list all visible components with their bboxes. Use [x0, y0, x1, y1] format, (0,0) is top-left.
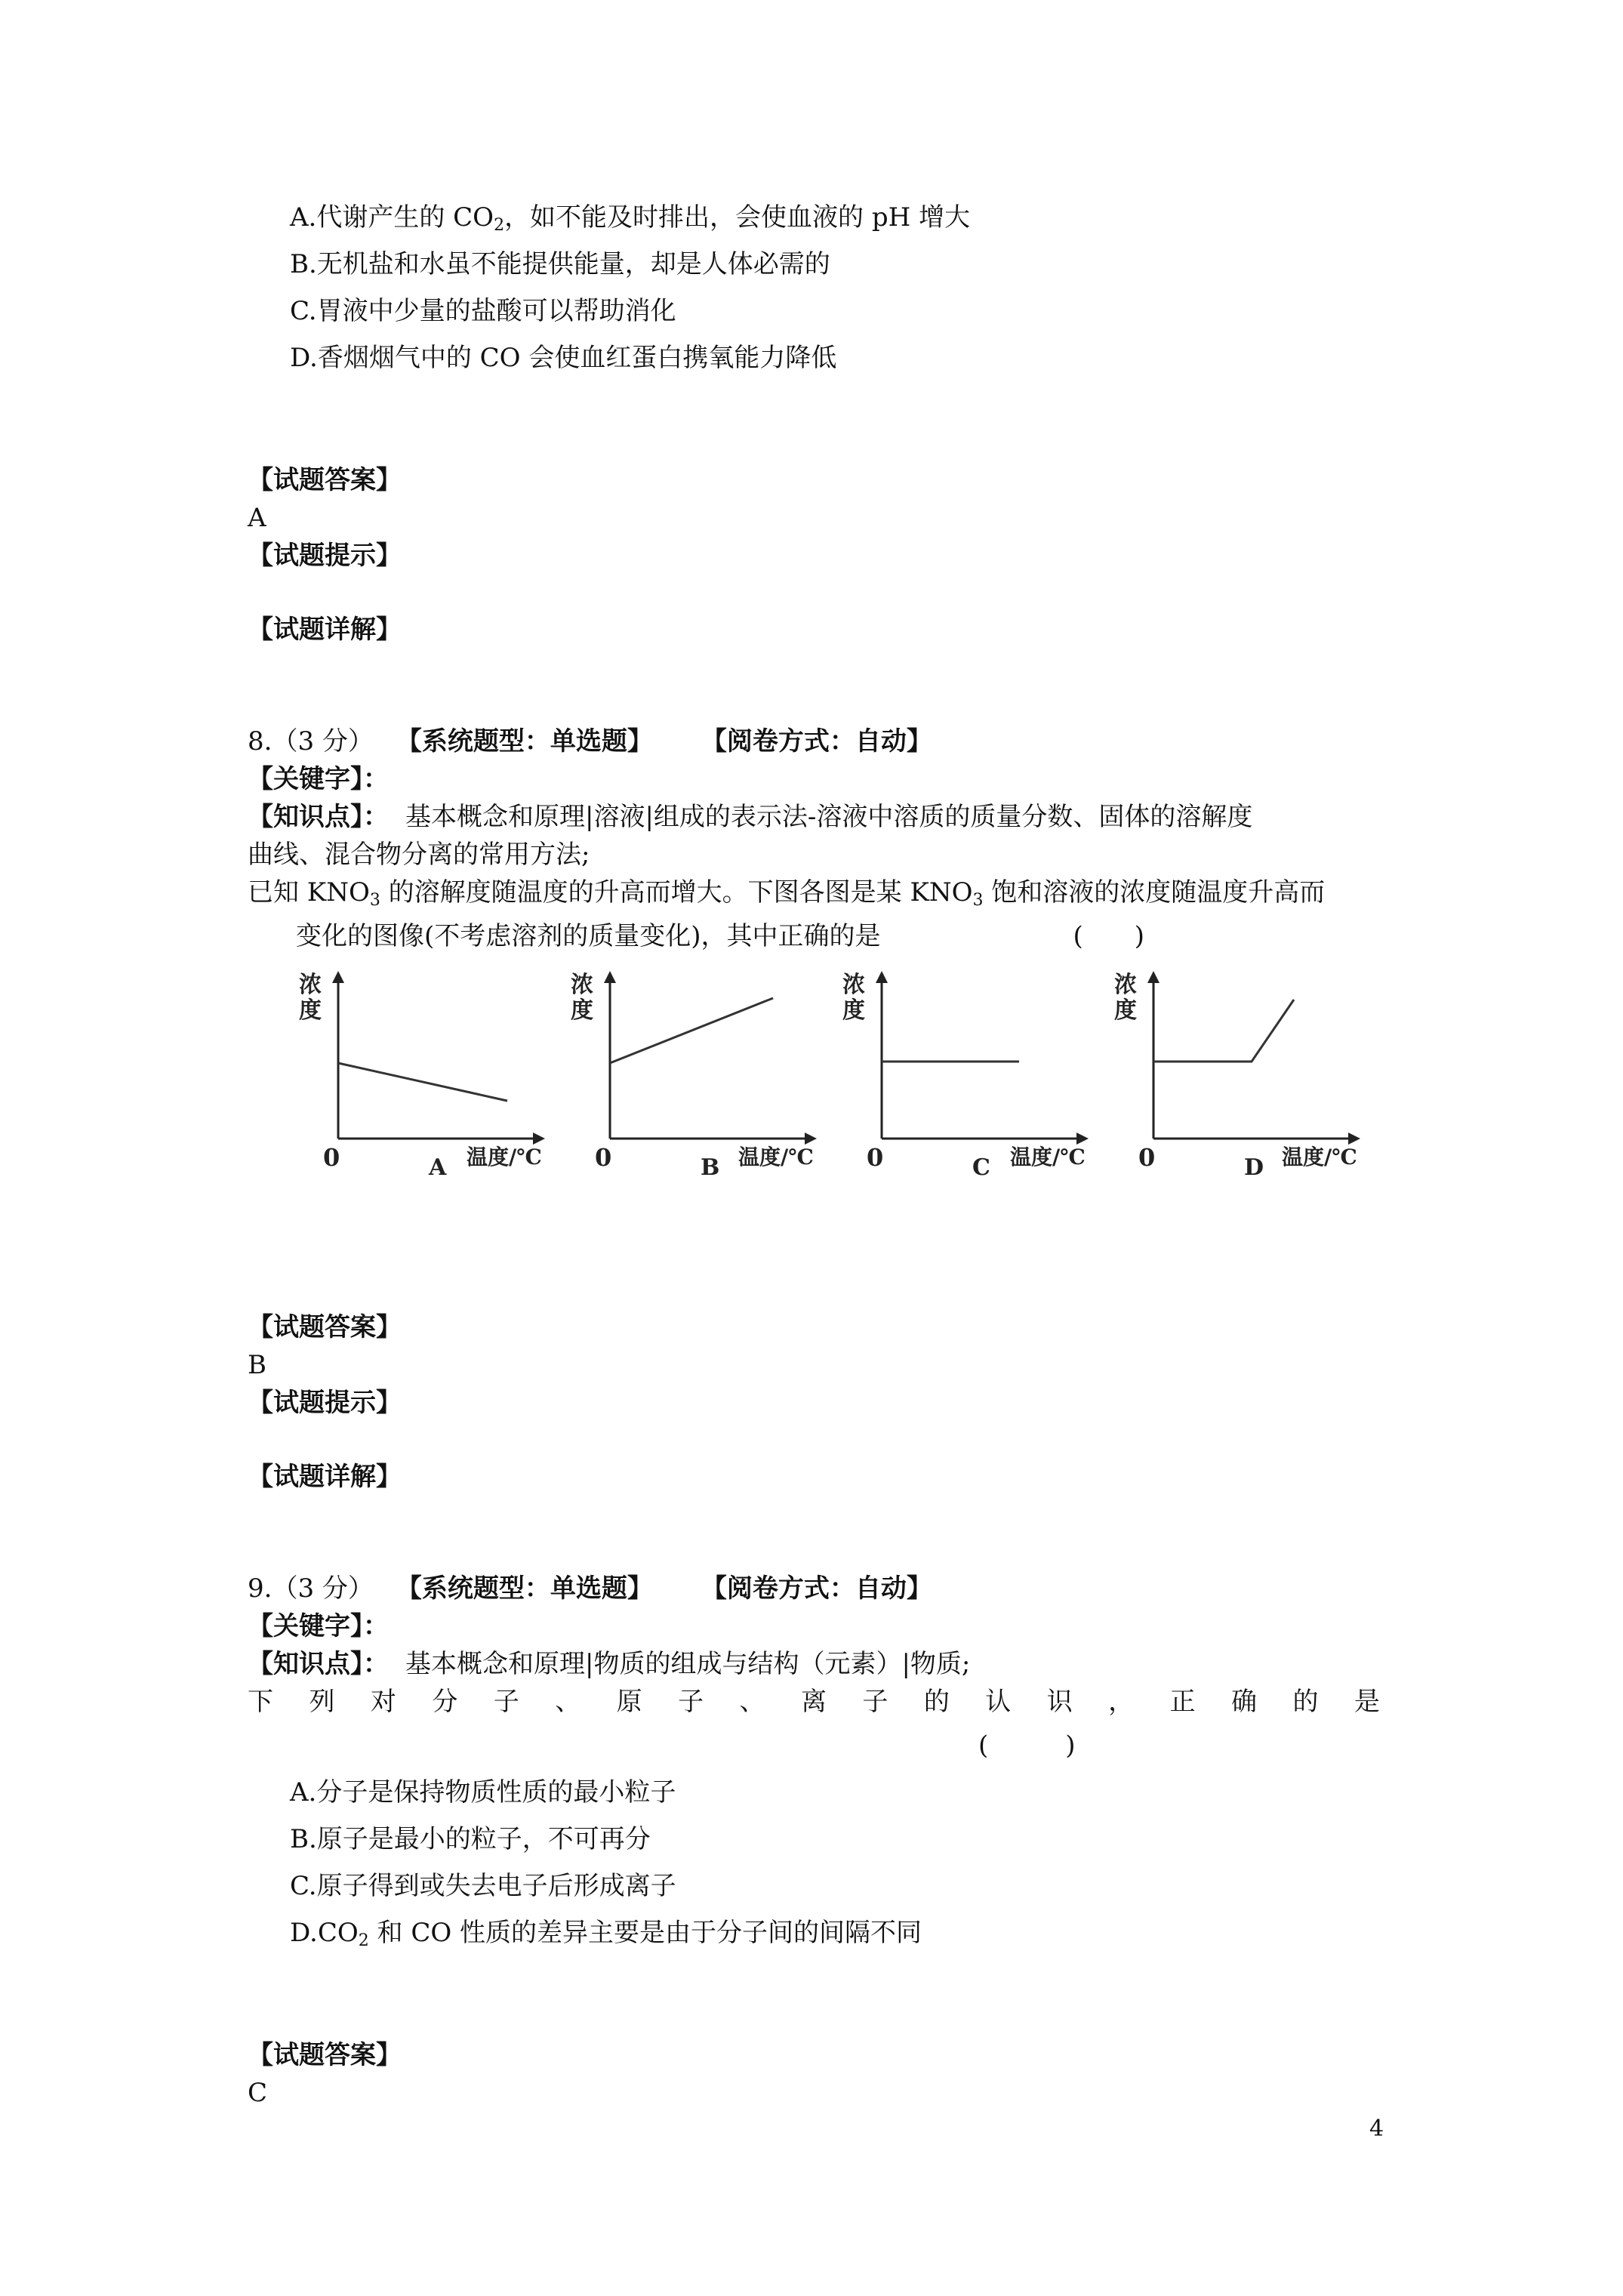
q9-keywords: 【关键字】： — [248, 1611, 389, 1641]
q7-answer: A — [248, 503, 266, 533]
graph-letter: C — [972, 1154, 990, 1181]
q9-option-a: A.分子是保持物质性质的最小粒子 — [290, 1777, 676, 1808]
q9-stem-char: 正 — [1169, 1687, 1196, 1717]
q8-knowledge-cont: 曲线、混合物分离的常用方法; — [248, 840, 590, 870]
q9-stem-char: 子 — [862, 1687, 888, 1717]
q9-option-b: B.原子是最小的粒子，不可再分 — [290, 1824, 651, 1854]
origin-label: 0 — [867, 1143, 884, 1172]
q9-number: 9.（3 分） — [248, 1573, 374, 1604]
q9-stem-char: 原 — [616, 1687, 642, 1717]
q9-header — [248, 1572, 932, 1605]
q8-number: 8.（3 分） — [248, 726, 374, 757]
q7-option-d: D.香烟烟气中的 CO 会使血红蛋白携氧能力降低 — [290, 343, 837, 373]
q9-option-c: C.原子得到或失去电子后形成离子 — [290, 1871, 676, 1901]
q9-stem-char: 离 — [800, 1687, 827, 1717]
q7-hint-label: 【试题提示】 — [248, 541, 402, 571]
q9-answer-paren: ( ) — [978, 1730, 1076, 1761]
y-label-1: 浓 — [571, 972, 593, 998]
x-arrow — [1076, 1133, 1089, 1145]
y-label-2: 度 — [571, 997, 593, 1024]
graph-c — [842, 971, 1089, 1181]
curve-increasing — [610, 998, 773, 1063]
q9-knowledge: 【知识点】： 基本概念和原理|物质的组成与结构（元素）|物质; — [248, 1649, 971, 1679]
y-label-2: 度 — [299, 997, 322, 1024]
origin-label: 0 — [595, 1143, 612, 1172]
q7-option-a: A.代谢产生的 $CO_2$，如不能及时排出，会使血液的 pH 增大 — [290, 202, 971, 235]
page-number: 4 — [1369, 2116, 1384, 2142]
q8-stem-line2: 变化的图像(不考虑溶剂的质量变化)，其中正确的是 ( ) — [296, 921, 1145, 951]
q9-stem-char: 、 — [555, 1687, 581, 1717]
q8-header — [248, 725, 932, 758]
q9-answer-label: 【试题答案】 — [248, 2040, 402, 2070]
q9-type: 【系统题型：单选题】 — [396, 1573, 653, 1604]
curve-flat-then-rise — [1153, 1000, 1294, 1062]
q9-option-d: $D.CO_2$ 和 CO 性质的差异主要是由于分子间的间隔不同 — [290, 1918, 922, 1950]
origin-label: 0 — [323, 1143, 340, 1172]
x-label: 温度/℃ — [738, 1145, 814, 1170]
x-label: 温度/℃ — [1010, 1145, 1086, 1170]
q9-stem-char: 列 — [309, 1687, 335, 1717]
q7-option-b: B.无机盐和水虽不能提供能量，却是人体必需的 — [290, 249, 830, 279]
graph-letter: D — [1244, 1154, 1264, 1181]
q8-graphs — [290, 960, 1377, 1187]
q9-stem-char: 认 — [985, 1687, 1012, 1717]
origin-label: 0 — [1138, 1143, 1156, 1172]
q8-graphs-svg — [290, 960, 1377, 1187]
q8-answer-label: 【试题答案】 — [248, 1312, 402, 1342]
q9-stem-char: 下 — [248, 1687, 273, 1717]
y-arrow — [332, 971, 344, 983]
q9-mode: 【阅卷方式：自动】 — [701, 1573, 932, 1604]
x-label: 温度/℃ — [1282, 1145, 1357, 1170]
q9-stem — [248, 1685, 1380, 1718]
y-label-1: 浓 — [299, 972, 322, 998]
q8-hint-label: 【试题提示】 — [248, 1388, 402, 1418]
q9-stem-char: 的 — [923, 1687, 950, 1717]
q9-stem-justified — [248, 1685, 1380, 1718]
graph-a — [299, 971, 545, 1181]
q9-answer: C — [248, 2078, 268, 2108]
q8-stem-line1: 已知 $KNO_3$ 的溶解度随温度的升高而增大。下图各图是某 $KNO_3$ 饱和溶液的浓度随温度升高而 — [248, 877, 1326, 910]
q8-mode: 【阅卷方式：自动】 — [701, 726, 932, 757]
q8-detail-label: 【试题详解】 — [248, 1462, 402, 1492]
graph-letter: A — [429, 1154, 447, 1181]
y-label-1: 浓 — [842, 972, 865, 998]
q8-answer-paren: ( ) — [1073, 921, 1145, 951]
q8-type: 【系统题型：单选题】 — [396, 726, 653, 757]
q9-stem-char: 确 — [1231, 1687, 1257, 1717]
x-label: 温度/℃ — [467, 1145, 542, 1170]
q7-option-c: C.胃液中少量的盐酸可以帮助消化 — [290, 296, 676, 326]
x-arrow — [533, 1133, 545, 1145]
q9-stem-char: 对 — [370, 1687, 396, 1717]
q7-answer-label: 【试题答案】 — [248, 465, 402, 495]
q9-stem-char: 、 — [739, 1687, 765, 1717]
y-arrow — [604, 971, 616, 983]
y-arrow — [1147, 971, 1160, 983]
y-arrow — [876, 971, 888, 983]
q9-stem-char: 的 — [1292, 1687, 1319, 1717]
q9-stem-char: 识 — [1046, 1687, 1073, 1717]
x-arrow — [805, 1133, 817, 1145]
q7-detail-label: 【试题详解】 — [248, 615, 402, 645]
y-label-1: 浓 — [1114, 972, 1137, 998]
q8-answer: B — [248, 1350, 266, 1380]
y-label-2: 度 — [1114, 997, 1137, 1024]
graph-d — [1114, 971, 1360, 1181]
q8-keywords: 【关键字】： — [248, 764, 389, 794]
q9-stem-char: 分 — [432, 1687, 458, 1717]
q9-stem-char: ， — [1108, 1687, 1135, 1717]
q9-stem-char: 子 — [493, 1687, 519, 1717]
q9-stem-char: 子 — [678, 1687, 704, 1717]
graph-letter: B — [701, 1154, 720, 1181]
q8-knowledge: 【知识点】： 基本概念和原理|溶液|组成的表示法-溶液中溶质的质量分数、固体的溶解度 — [248, 802, 1253, 832]
y-label-2: 度 — [842, 997, 865, 1024]
curve-decreasing — [338, 1063, 507, 1101]
x-arrow — [1348, 1133, 1360, 1145]
graph-b — [571, 971, 817, 1181]
q9-stem-char: 是 — [1354, 1687, 1380, 1717]
